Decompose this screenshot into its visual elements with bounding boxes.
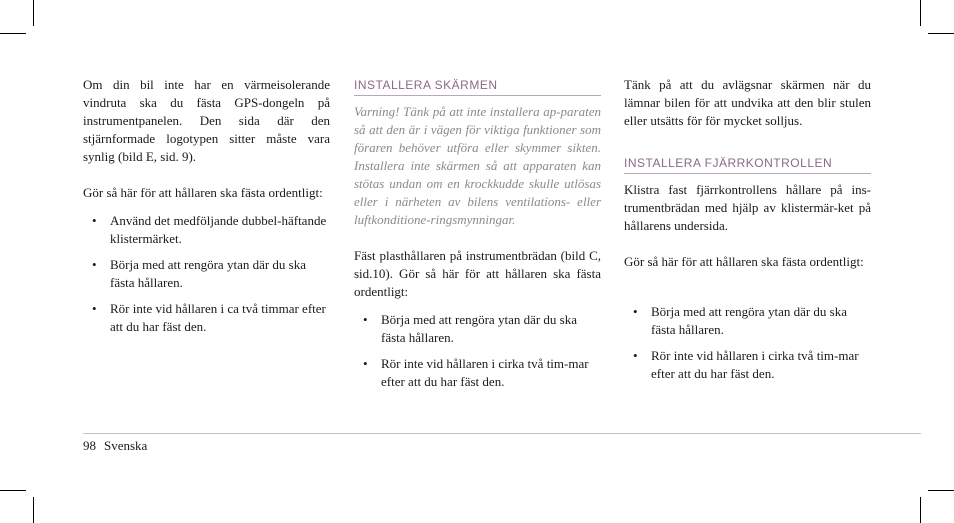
crop-mark [928, 490, 954, 491]
bullet-list [624, 303, 871, 383]
warning-text: Varning! Tänk på att inte installera ap-paraten så att den är i vägen för viktiga funktioner som föraren behöver utföra eller skymmer sikten. Installera inte skärmen så att apparaten kan stötas undan om en krockkudde skulle utlösas eller i närheten av bilens ventilations- eller luftkonditione-ringsmynningar. [354, 104, 601, 227]
paragraph: Klistra fast fjärrkontrollens hållare på ins-trumentbrädan med hjälp av klistermär-ket på hållarens undersida. [624, 182, 871, 233]
list-item-text: Börja med att rengöra ytan där du ska fästa hållaren. [110, 257, 307, 290]
bullet-icon: • [363, 312, 368, 327]
section-heading: INSTALLERA FJÄRRKONTROLLEN [624, 154, 871, 174]
crop-mark [33, 0, 34, 26]
list-item-text: Börja med att rengöra ytan där du ska fästa hållaren. [651, 304, 848, 337]
list-item-text: Börja med att rengöra ytan där du ska fästa hållaren. [381, 312, 578, 345]
list-item [354, 355, 601, 391]
footer-divider [83, 433, 921, 434]
column-2 [354, 76, 601, 391]
list-item [354, 311, 601, 347]
bullet-icon: • [92, 301, 97, 316]
list-item [624, 303, 871, 339]
crop-mark [0, 33, 26, 34]
list-item-text: Rör inte vid hållaren i cirka två tim-mar efter att du har fäst den. [381, 356, 589, 389]
crop-mark [920, 0, 921, 26]
footer [83, 437, 147, 455]
column-3 [624, 76, 871, 383]
crop-mark [920, 497, 921, 523]
paragraph: Gör så här för att hållaren ska fästa ordentligt: [83, 185, 323, 200]
paragraph: Fäst plasthållaren på instrumentbrädan (bild C, sid.10). Gör så här för att hållaren ska fästa ordentligt: [354, 248, 601, 299]
page-number: 98 [83, 438, 96, 453]
list-item-text: Använd det medföljande dubbel-häftande klistermärket. [110, 213, 327, 246]
bullet-icon: • [92, 257, 97, 272]
list-item [83, 212, 330, 248]
bullet-icon: • [363, 356, 368, 371]
crop-mark [0, 490, 26, 491]
paragraph: Tänk på att du avlägsnar skärmen när du lämnar bilen för att undvika att den blir stulen eller utsätts för för mycket solljus. [624, 77, 871, 128]
list-item-text: Rör inte vid hållaren i ca två timmar efter att du har fäst den. [110, 301, 326, 334]
bullet-icon: • [633, 304, 638, 319]
list-item [83, 256, 330, 292]
bullet-icon: • [633, 348, 638, 363]
bullet-icon: • [92, 213, 97, 228]
paragraph: Om din bil inte har en värmeisolerande vindruta ska du fästa GPS-dongeln på instrumentpanelen. Den sida där den stjärnformade logotypen sitter måste vara synlig (bild E, sid. 9). [83, 77, 330, 164]
list-item-text: Rör inte vid hållaren i cirka två tim-mar efter att du har fäst den. [651, 348, 859, 381]
bullet-list [354, 311, 601, 391]
paragraph: Gör så här för att hållaren ska fästa ordentligt: [624, 254, 864, 269]
list-item [83, 300, 330, 336]
bullet-list [83, 212, 330, 336]
column-1 [83, 76, 330, 336]
crop-mark [33, 497, 34, 523]
section-heading: INSTALLERA SKÄRMEN [354, 76, 601, 96]
footer-language: Svenska [104, 438, 148, 453]
list-item [624, 347, 871, 383]
crop-mark [928, 33, 954, 34]
